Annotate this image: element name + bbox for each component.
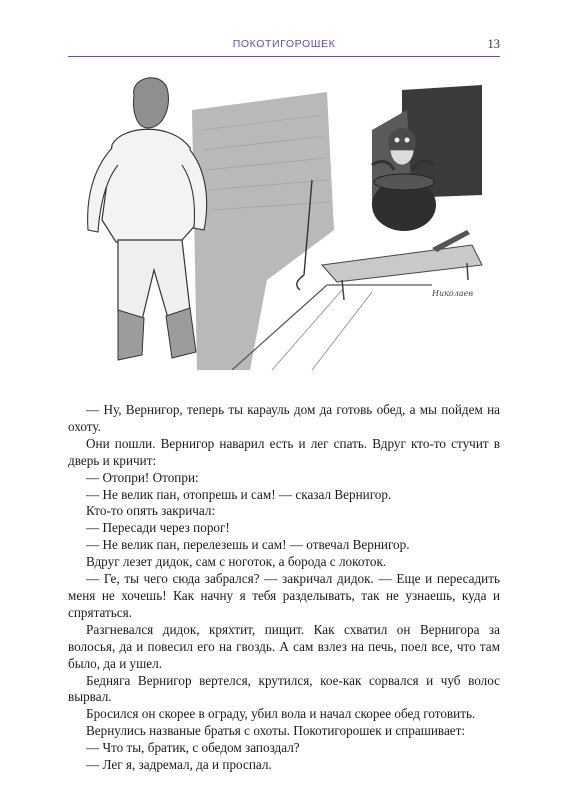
vernigor-boot-left [118,310,144,360]
floor-board-2 [312,292,372,370]
paragraph: Они пошли. Вернигор наварил есть и лег спать. Вдруг кто-то стучит в дверь и кричит: [68,435,500,468]
vernigor-trousers [118,240,190,320]
paragraph: — Ну, Вернигор, теперь ты карауль дом да готовь обед, а мы пойдем на охоту. [68,402,500,434]
running-title: ПОКОТИГОРОШЕК [232,38,336,50]
header-rule [68,56,500,57]
artist-signature: Николаев [432,289,473,298]
paragraph: Вернулись названые братья с охоты. Покотигорошек и спрашивает: [86,723,466,739]
paragraph: Кто-то опять закричал: [86,503,216,519]
page-header [68,38,500,54]
vernigor-head [134,78,169,128]
paragraph: — Лег я, задремал, да и проспал. [86,757,272,773]
vernigor-boot-right [166,308,196,358]
story-text [68,402,500,774]
vernigor-shirt [102,129,200,242]
page-number: 13 [487,37,500,51]
paragraph: — Не велик пан, отопрешь и сам! — сказал Вернигор. [86,486,392,502]
bench [322,245,482,282]
paragraph: — Ге, ты чего сюда забрался? — закричал дидок. — Еще и пересадить меня не хочешь! Как начну я тебя разделывать, так не узнаешь, куда и спрятаться. [68,571,500,620]
dydok-eye-left [395,138,400,143]
paragraph: Вдруг лезет дидок, сам с ноготок, а борода с локоток. [86,554,387,570]
paragraph: — Что ты, братик, с обедом запоздал? [86,740,300,756]
floor-board-1 [272,290,342,370]
paragraph: Бедняга Вернигор вертелся, крутился, кое-как сорвался и чуб волос вырвал. [68,672,500,705]
pot-rim [374,174,434,190]
paragraph: — Не велик пан, перелезешь и сам! — отвечал Вернигор. [86,537,410,553]
paragraph: Разгневался дидок, кряхтит, пищит. Как схватил он Вернигора за волосья, да и повесил его на гвоздь. А сам взлез на печь, поел все, что там было, да и ушел. [68,621,500,671]
paragraph: — Отопри! Отопри: [86,469,199,485]
paragraph: — Пересади через порог! [86,520,230,536]
paragraph: Бросился он скорее в ограду, убил вола и начал скорее обед готовить. [86,706,476,722]
wall-shading [192,92,334,370]
illustration [72,70,492,370]
dydok-eye-right [405,138,410,143]
